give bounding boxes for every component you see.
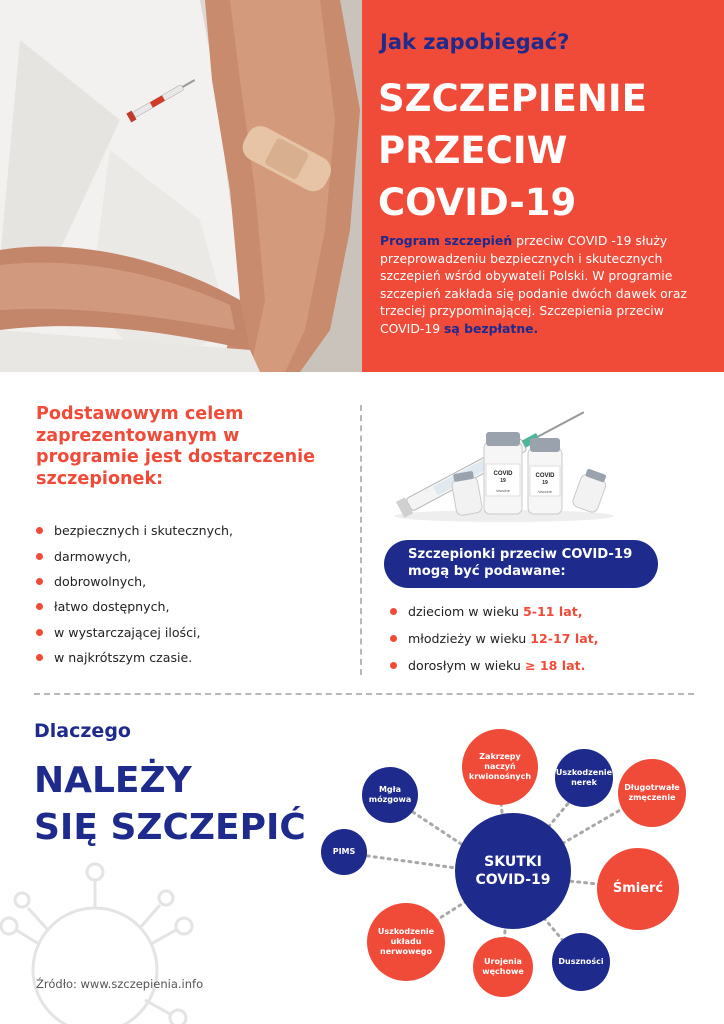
title-line: PRZECIW (378, 129, 568, 172)
goal-list-item (36, 620, 233, 645)
banner-line: Szczepionki przeciw COVID-19 (408, 547, 633, 562)
intro-emphasis: są bezpłatne. (444, 320, 539, 336)
effect-node-nerve-damage (367, 903, 445, 981)
horizontal-divider (34, 693, 694, 695)
bullet-icon (36, 527, 43, 534)
why-heading (34, 757, 306, 851)
covid-effects-diagram (312, 715, 724, 1015)
vial-label: COVID (535, 473, 555, 479)
age-list-item (390, 652, 599, 679)
effect-label: Duszności (558, 957, 604, 966)
vial-label: 19 (542, 480, 548, 486)
effect-label: Uszkodzenie układu nerwowego (377, 927, 435, 956)
vial-label: COVID (493, 471, 513, 477)
center-label: COVID-19 (475, 872, 551, 888)
bullet-icon (390, 608, 397, 615)
bullet-icon (36, 553, 43, 560)
goal-list (36, 518, 233, 670)
hero-photo (0, 0, 362, 372)
age-list (390, 598, 599, 679)
age-value: 12-17 lat, (530, 631, 599, 646)
goal-list-item (36, 594, 233, 619)
goal-item-text: łatwo dostępnych, (54, 599, 170, 615)
effect-node-pims (321, 829, 367, 875)
vaccinated-arm-illustration (0, 0, 362, 372)
goal-list-item (36, 543, 233, 568)
hero-section (0, 0, 724, 372)
vaccine-age-banner (384, 540, 658, 588)
goal-item-text: bezpiecznych i skutecznych, (54, 523, 233, 539)
effect-label: Uszkodzenie nerek (555, 768, 613, 787)
effect-label: Długotrwałe zmęczenie (624, 783, 680, 802)
goal-heading: Podstawowym celem zaprezentowanym w programie jest dostarczenie szczepionek: (36, 404, 316, 489)
why-subheading: Dlaczego (34, 720, 131, 742)
vaccine-illustration (388, 392, 620, 524)
why-heading-line: NALEŻY (34, 760, 192, 801)
title-line: COVID-19 (378, 181, 577, 224)
vial-label: Vaccine (496, 488, 510, 493)
effect-label: PIMS (332, 847, 356, 856)
intro-text: przeciw COVID -19 służy przeprowadzeniu bezpiecznych i skutecznych szczepień wśród obywateli Polski. W programie szczepień zakłada się podanie dwóch dawek oraz trzeciej przypominającej. Szczepienia przeciw COVID-19 (380, 233, 687, 336)
bullet-icon (390, 635, 397, 642)
bullet-icon (36, 654, 43, 661)
effects-center-node (455, 813, 571, 929)
kicker-heading: Jak zapobiegać? (380, 30, 570, 54)
age-text: młodzieży w wieku (408, 631, 527, 646)
age-text: dorosłym w wieku (408, 658, 521, 673)
intro-emphasis: Program szczepień (380, 233, 513, 248)
goal-list-item (36, 518, 233, 543)
center-label: SKUTKI (484, 854, 542, 870)
syringe-and-vials-icon (388, 392, 620, 524)
age-value: 5-11 lat, (523, 604, 583, 619)
effect-label: Mgła mózgowa (368, 785, 412, 804)
effect-node-dyspnea (552, 933, 610, 991)
effect-node-blood-clots (462, 729, 538, 805)
bullet-icon (390, 662, 397, 669)
age-list-item (390, 598, 599, 625)
goal-list-item (36, 645, 233, 670)
bullet-icon (36, 603, 43, 610)
effect-label: Zakrzepy naczyń krwionośnych (468, 752, 532, 781)
goal-list-item (36, 569, 233, 594)
goal-item-text: w wystarczającej ilości, (54, 624, 201, 640)
bullet-icon (36, 629, 43, 636)
effect-node-long-fatigue (618, 759, 686, 827)
effect-node-smell-illusions (473, 937, 533, 997)
virus-watermark-icon (0, 850, 230, 1024)
goal-item-text: darmowych, (54, 548, 132, 564)
vial-label: Vaccine (538, 489, 552, 494)
effect-node-death (597, 848, 679, 930)
bullet-icon (36, 578, 43, 585)
goal-item-text: dobrowolnych, (54, 573, 147, 589)
age-value: ≥ 18 lat. (524, 658, 586, 673)
banner-line: mogą być podawane: (408, 564, 566, 579)
age-list-item (390, 625, 599, 652)
title-line: SZCZEPIENIE (378, 77, 647, 120)
effect-label: Śmierć (612, 881, 664, 896)
effect-node-brain-fog (362, 767, 418, 823)
age-text: dzieciom w wieku (408, 604, 519, 619)
goal-item-text: w najkrótszym czasie. (54, 650, 193, 666)
vial-label: 19 (500, 478, 506, 484)
why-heading-line: SIĘ SZCZEPIĆ (34, 807, 306, 848)
intro-paragraph (380, 232, 695, 337)
effect-node-kidney-damage (555, 749, 613, 807)
page-title (378, 73, 708, 229)
effect-label: Urojenia węchowe (482, 957, 524, 976)
source-note: Źródło: www.szczepienia.info (36, 977, 204, 991)
vertical-divider (360, 405, 362, 675)
